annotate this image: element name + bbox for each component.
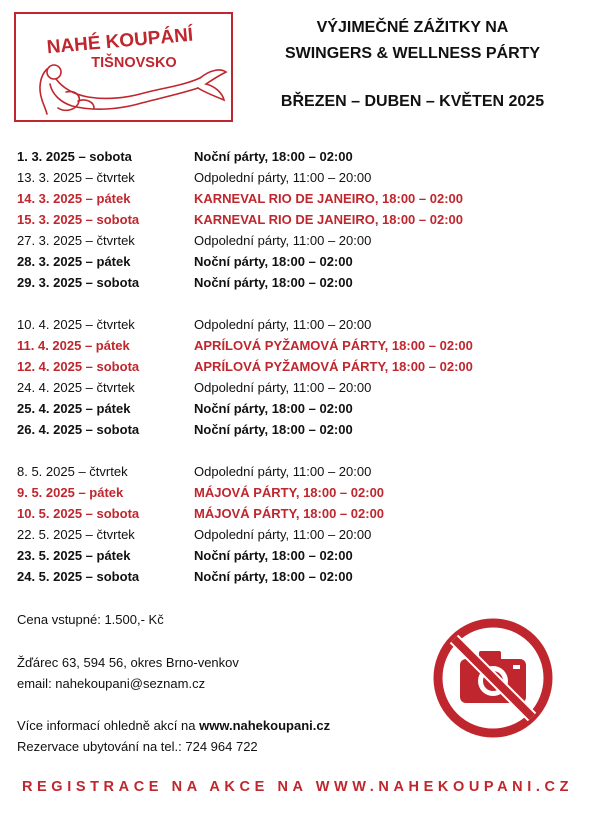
event-row xyxy=(17,566,577,587)
header-line-2: SWINGERS & WELLNESS PÁRTY xyxy=(284,45,541,62)
reservation: Rezervace ubytování na tel.: 724 964 722 xyxy=(17,739,258,754)
event-date: 1. 3. 2025 – sobota xyxy=(17,149,132,164)
event-title: Noční párty, 18:00 – 02:00 xyxy=(194,401,353,416)
event-row xyxy=(17,146,577,167)
event-date: 9. 5. 2025 – pátek xyxy=(17,485,124,500)
month-separator xyxy=(17,293,577,314)
event-date: 22. 5. 2025 – čtvrtek xyxy=(17,527,135,542)
event-row xyxy=(17,167,577,188)
more-info xyxy=(17,716,330,735)
header-season: BŘEZEN – DUBEN – KVĚTEN 2025 xyxy=(280,93,545,110)
event-row xyxy=(17,461,577,482)
event-title: APRÍLOVÁ PYŽAMOVÁ PÁRTY, 18:00 – 02:00 xyxy=(194,338,473,353)
event-title: KARNEVAL RIO DE JANEIRO, 18:00 – 02:00 xyxy=(194,212,463,227)
event-title: Noční párty, 18:00 – 02:00 xyxy=(194,422,353,437)
event-row xyxy=(17,482,577,503)
event-title: MÁJOVÁ PÁRTY, 18:00 – 02:00 xyxy=(194,485,385,500)
event-title: Noční párty, 18:00 – 02:00 xyxy=(194,548,353,563)
event-date: 25. 4. 2025 – pátek xyxy=(17,401,131,416)
event-row xyxy=(17,188,577,209)
event-title: Noční párty, 18:00 – 02:00 xyxy=(194,149,353,164)
event-row xyxy=(17,230,577,251)
event-title: Odpolední párty, 11:00 – 20:00 xyxy=(194,464,372,479)
event-title: Noční párty, 18:00 – 02:00 xyxy=(194,275,353,290)
event-date: 15. 3. 2025 – sobota xyxy=(17,212,140,227)
address: Žďárec 63, 594 56, okres Brno-venkov xyxy=(17,655,239,670)
event-date: 24. 4. 2025 – čtvrtek xyxy=(17,380,135,395)
event-title: Noční párty, 18:00 – 02:00 xyxy=(194,569,353,584)
event-date: 12. 4. 2025 – sobota xyxy=(17,359,140,374)
event-date: 14. 3. 2025 – pátek xyxy=(17,191,131,206)
event-date: 27. 3. 2025 – čtvrtek xyxy=(17,233,135,248)
registration-footer: REGISTRACE NA AKCE NA WWW.NAHEKOUPANI.CZ xyxy=(21,779,574,795)
email: email: nahekoupani@seznam.cz xyxy=(17,676,206,691)
event-title: Odpolední párty, 11:00 – 20:00 xyxy=(194,380,372,395)
more-info-text: Více informací ohledně akcí na xyxy=(17,718,200,733)
event-title: Noční párty, 18:00 – 02:00 xyxy=(194,254,353,269)
event-date: 11. 4. 2025 – pátek xyxy=(17,338,130,353)
event-title: APRÍLOVÁ PYŽAMOVÁ PÁRTY, 18:00 – 02:00 xyxy=(194,359,473,374)
mermaid-logo-icon xyxy=(16,14,235,124)
event-date: 13. 3. 2025 – čtvrtek xyxy=(17,170,135,185)
event-schedule xyxy=(17,146,577,587)
event-date: 24. 5. 2025 – sobota xyxy=(17,569,140,584)
event-row xyxy=(17,419,577,440)
price: Cena vstupné: 1.500,- Kč xyxy=(17,612,164,627)
mermaid-icon xyxy=(40,65,226,114)
event-title: Odpolední párty, 11:00 – 20:00 xyxy=(194,317,372,332)
event-date: 23. 5. 2025 – pátek xyxy=(17,548,131,563)
event-title: Odpolední párty, 11:00 – 20:00 xyxy=(194,527,372,542)
event-row xyxy=(17,398,577,419)
event-row xyxy=(17,272,577,293)
event-row xyxy=(17,377,577,398)
event-row xyxy=(17,209,577,230)
header-line-1: VÝJIMEČNÉ ZÁŽITKY NA xyxy=(316,19,509,36)
logo-subtitle: TIŠNOVSKO xyxy=(91,55,177,71)
event-row xyxy=(17,503,577,524)
logo-title: NAHÉ KOUPÁNÍ xyxy=(45,24,194,59)
event-row xyxy=(17,356,577,377)
event-row xyxy=(17,251,577,272)
no-camera-icon xyxy=(432,617,554,739)
event-date: 29. 3. 2025 – sobota xyxy=(17,275,140,290)
event-date: 26. 4. 2025 – sobota xyxy=(17,422,140,437)
event-date: 8. 5. 2025 – čtvrtek xyxy=(17,464,128,479)
event-date: 28. 3. 2025 – pátek xyxy=(17,254,131,269)
event-title: KARNEVAL RIO DE JANEIRO, 18:00 – 02:00 xyxy=(194,191,463,206)
event-title: Odpolední párty, 11:00 – 20:00 xyxy=(194,233,372,248)
header xyxy=(240,15,585,115)
event-row xyxy=(17,314,577,335)
event-date: 10. 5. 2025 – sobota xyxy=(17,506,140,521)
event-row xyxy=(17,335,577,356)
month-separator xyxy=(17,440,577,461)
event-title: MÁJOVÁ PÁRTY, 18:00 – 02:00 xyxy=(194,506,385,521)
logo xyxy=(14,12,233,122)
website-link[interactable]: www.nahekoupani.cz xyxy=(199,718,331,733)
event-row xyxy=(17,524,577,545)
event-row xyxy=(17,545,577,566)
event-title: Odpolední párty, 11:00 – 20:00 xyxy=(194,170,372,185)
event-date: 10. 4. 2025 – čtvrtek xyxy=(17,317,135,332)
